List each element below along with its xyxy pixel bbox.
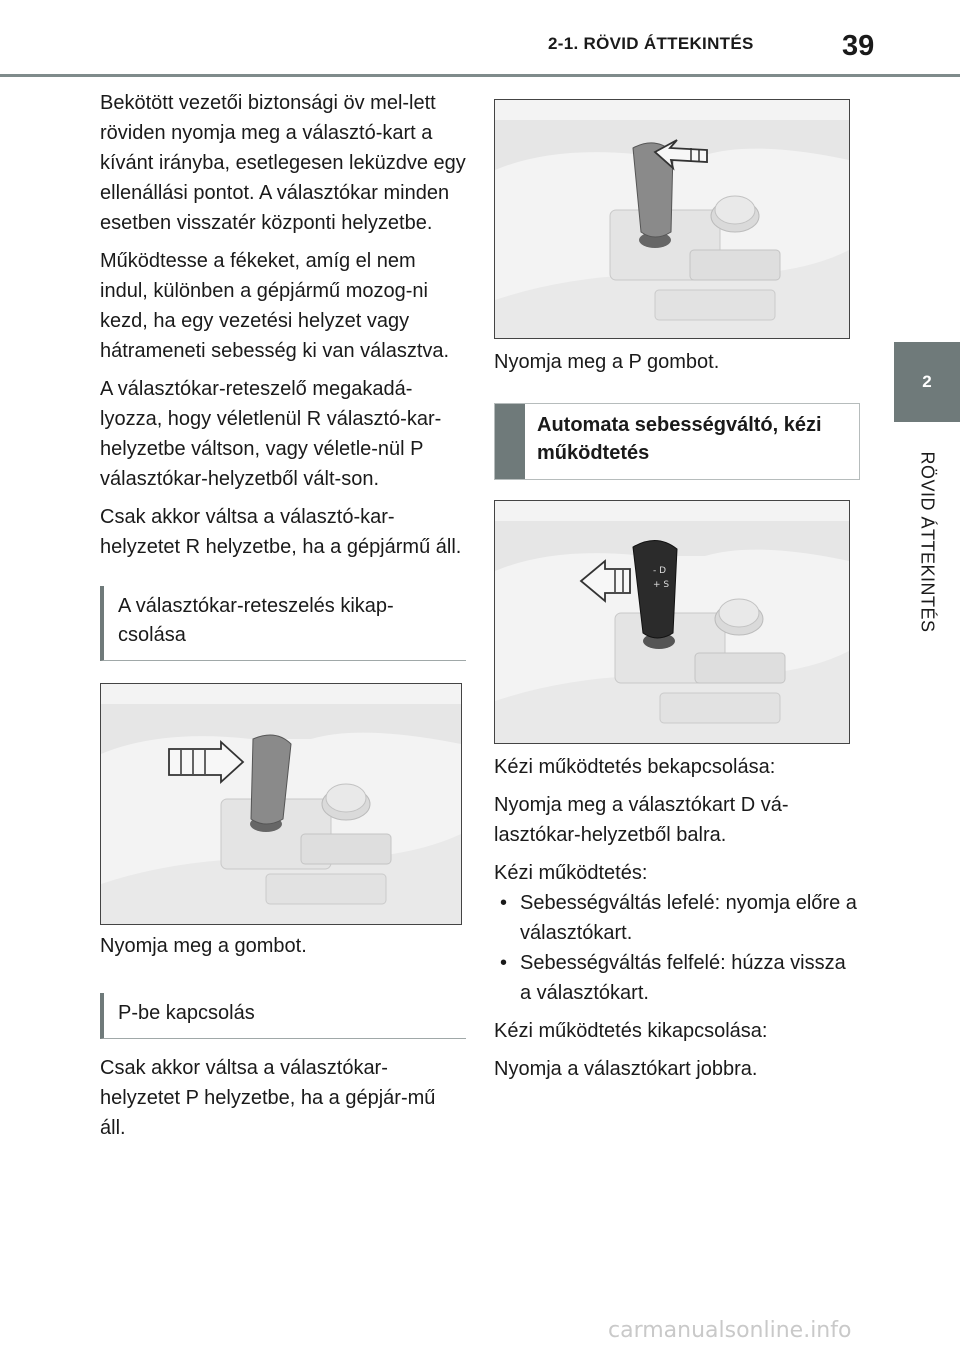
svg-text:- D: - D bbox=[653, 566, 667, 576]
callout-unlock-text: A választókar-reteszelés kikap-csolása bbox=[118, 595, 394, 646]
body-paragraph: Csak akkor váltsa a választó-kar-helyzetet R helyzetbe, ha a gépjármű áll. bbox=[100, 506, 462, 558]
callout-unlock bbox=[100, 586, 466, 661]
body-paragraph: Bekötött vezetői biztonsági öv mel-lett röviden nyomja meg a választó-kart a kívánt irányba, esetlegesen leküzdve egy ellenállási pontot. A választókar minden esetben visszatér központi helyzetbe. bbox=[100, 92, 466, 234]
gear-selector-illustration bbox=[495, 501, 849, 743]
body-paragraph: A választókar-reteszelő megakadá-lyozza, hogy véletlenül R választó-kar-helyzetbe váltson, vagy véletle-nül P választókar-helyzetből vált-son. bbox=[100, 378, 442, 490]
gear-selector-illustration bbox=[101, 684, 461, 924]
manual-off-title: Kézi működtetés kikapcsolása: bbox=[494, 1020, 768, 1042]
manual-bullet-list bbox=[494, 888, 860, 1008]
right-column bbox=[494, 99, 860, 1092]
callout-park bbox=[100, 993, 466, 1039]
manual-off-text: Nyomja a választókart jobbra. bbox=[494, 1058, 758, 1080]
header-rule bbox=[0, 74, 960, 77]
figure-caption: Nyomja meg a gombot. bbox=[100, 935, 307, 957]
figure-manual-mode bbox=[494, 500, 850, 744]
section-title: 2-1. RÖVID ÁTTEKINTÉS bbox=[548, 34, 754, 53]
manual-on-text: Nyomja meg a választókart D vá-lasztókar-helyzetből balra. bbox=[494, 794, 789, 846]
figure-unlock-button bbox=[100, 683, 462, 925]
body-paragraph: Csak akkor váltsa a választókar-helyzetet P helyzetbe, ha a gépjár-mű áll. bbox=[100, 1057, 436, 1139]
list-item: • Sebességváltás lefelé: nyomja előre a választókart. bbox=[494, 888, 860, 948]
figure-caption: Nyomja meg a P gombot. bbox=[494, 351, 720, 373]
watermark: carmanualsonline.info bbox=[608, 1318, 852, 1343]
chapter-label: RÖVID ÁTTEKINTÉS bbox=[917, 451, 938, 633]
gear-selector-illustration bbox=[495, 100, 849, 338]
manual-on-title: Kézi működtetés bekapcsolása: bbox=[494, 756, 776, 778]
svg-text:+ S: + S bbox=[653, 580, 670, 590]
body-paragraph: Működtesse a fékeket, amíg el nem indul, különben a gépjármű mozog-ni kezd, ha egy vezetési helyzet vagy hátrameneti sebesség ki van választva. bbox=[100, 250, 450, 362]
left-column bbox=[100, 88, 466, 1151]
page-number: 39 bbox=[842, 30, 875, 62]
list-item: • Sebességváltás felfelé: húzza vissza a választókart. bbox=[494, 948, 860, 1008]
heading-accent-bar bbox=[495, 404, 525, 479]
callout-park-text: P-be kapcsolás bbox=[118, 1002, 255, 1024]
section-heading: Automata sebességváltó, kézi működtetés bbox=[537, 414, 822, 464]
manual-title: Kézi működtetés: bbox=[494, 862, 648, 884]
figure-park-button bbox=[494, 99, 850, 339]
section-heading-box bbox=[494, 403, 860, 480]
chapter-tab[interactable]: 2 bbox=[894, 342, 960, 422]
